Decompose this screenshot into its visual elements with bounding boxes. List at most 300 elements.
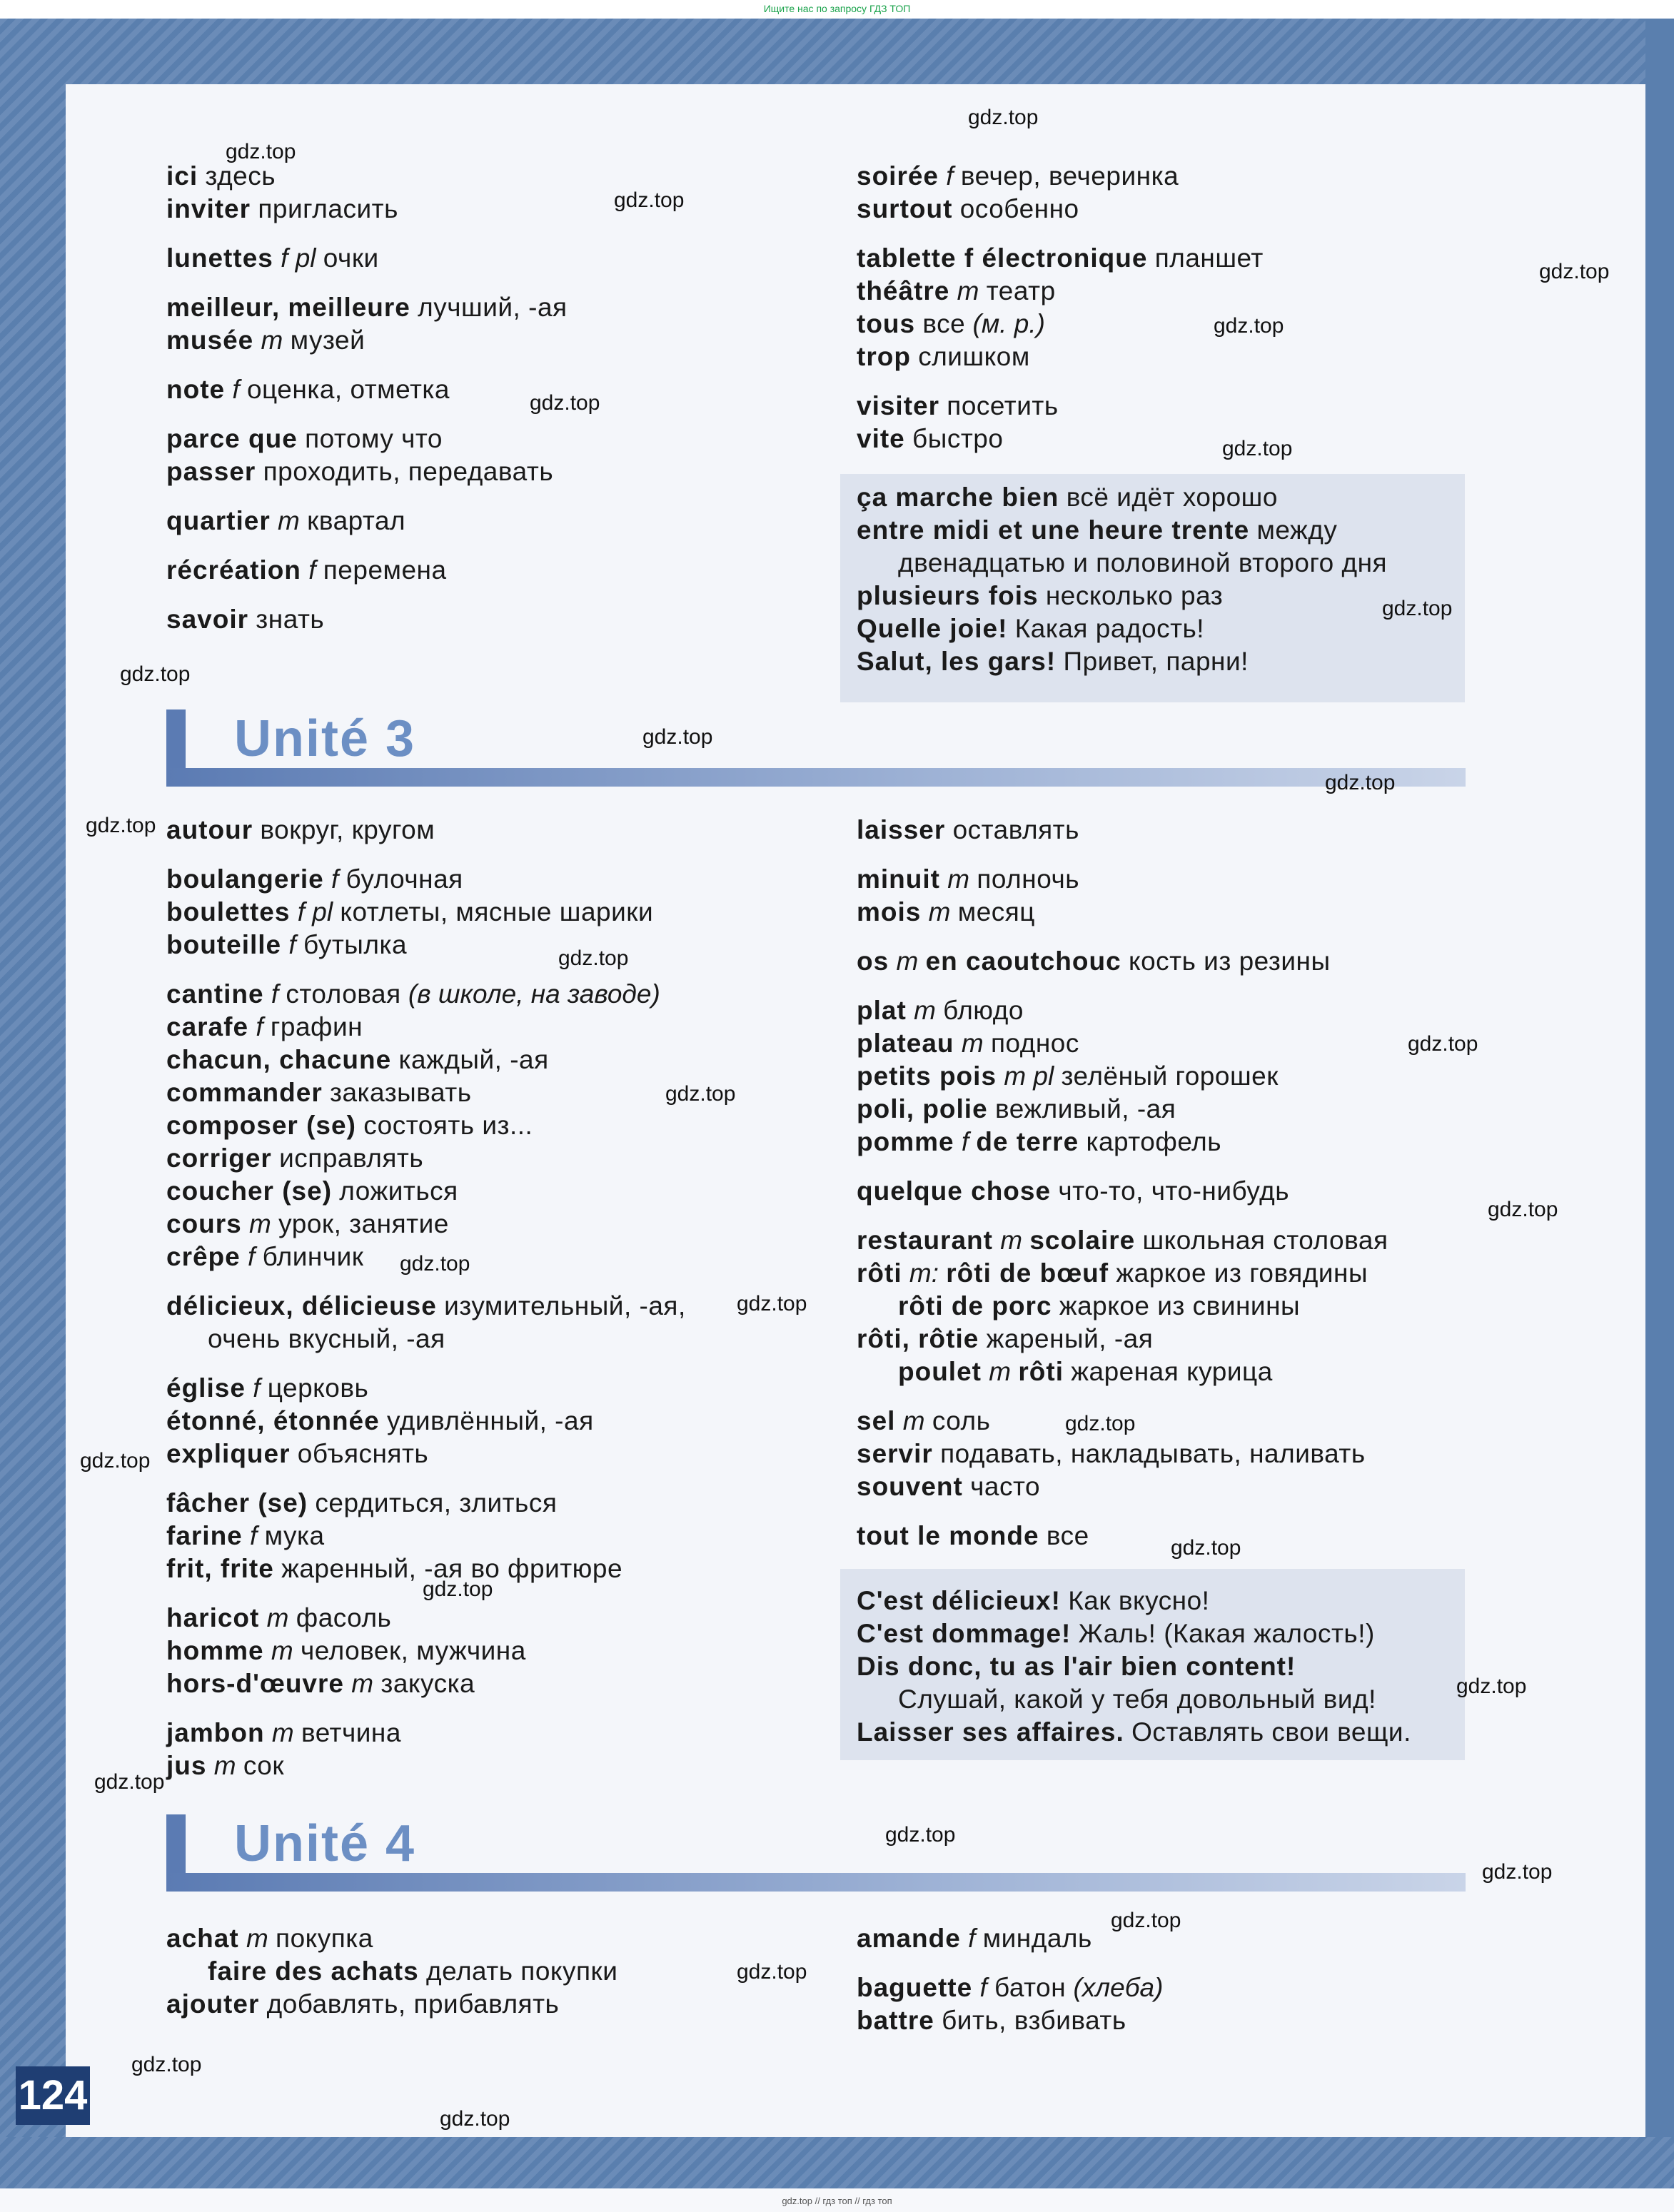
watermark: gdz.top	[1482, 1860, 1553, 1884]
page-frame-bottom	[0, 2137, 1674, 2188]
entry-gender: m	[1000, 1226, 1023, 1255]
vocab-entry	[166, 1520, 686, 1552]
entry-translation: бутылка	[303, 930, 408, 959]
entry-word: fâcher (se)	[166, 1488, 308, 1517]
entry-word: farine	[166, 1521, 243, 1550]
entry-translation: жаркое из говядины	[1116, 1258, 1368, 1288]
entry-word: trop	[857, 342, 911, 371]
entry-note: (хлеба)	[1073, 1973, 1164, 2002]
entry-word: bouteille	[166, 930, 282, 959]
entry-word: quartier	[166, 506, 271, 535]
vocab-entry	[166, 1667, 686, 1700]
entry-gender: f	[248, 1242, 256, 1271]
vocab-entry	[857, 423, 1264, 455]
entry-translation: жареный, -ая	[986, 1324, 1154, 1353]
entry-word: coucher (se)	[166, 1176, 333, 1206]
entry-translation: сердиться, злиться	[315, 1488, 558, 1517]
entry-word: plateau	[857, 1029, 954, 1058]
vocab-entry	[166, 1175, 686, 1208]
entry-word: hors-d'œuvre	[166, 1669, 344, 1698]
watermark: gdz.top	[1408, 1032, 1478, 1056]
entry-translation: жаренный, -ая во фритюре	[281, 1554, 623, 1583]
entry-translation: соль	[932, 1406, 991, 1435]
vocab-entry	[166, 978, 686, 1011]
entry-translation: лучший, -ая	[418, 293, 568, 322]
watermark: gdz.top	[1214, 314, 1284, 338]
entry-gender: m	[271, 1636, 293, 1665]
entry-word: Salut, les gars!	[857, 647, 1057, 676]
entry-translation: театр	[986, 276, 1056, 305]
entry-word: étonné, étonnée	[166, 1406, 380, 1435]
vocab-entry	[857, 242, 1264, 275]
entry-translation: квартал	[307, 506, 406, 535]
entry-word: musée	[166, 325, 254, 355]
entry-translation: состоять из...	[363, 1111, 533, 1140]
vocab-entry	[857, 1027, 1388, 1060]
watermark: gdz.top	[1539, 260, 1610, 283]
entry-word: tout le monde	[857, 1521, 1039, 1550]
entry-translation: проходить, передавать	[263, 457, 554, 486]
entry-gender: m	[261, 325, 283, 355]
watermark: gdz.top	[558, 946, 629, 970]
entry-translation: исправлять	[279, 1143, 424, 1173]
entry-gender: m:	[909, 1258, 939, 1288]
entry-word: boulangerie	[166, 864, 324, 894]
entry-gender: m	[947, 864, 970, 894]
vocab-entry	[857, 1617, 1411, 1650]
page-frame-left	[0, 19, 66, 2188]
watermark: gdz.top	[1456, 1675, 1527, 1698]
entry-translation: изумительный, -ая,	[444, 1291, 686, 1320]
watermark: gdz.top	[885, 1823, 956, 1847]
vocab-entry	[166, 193, 568, 226]
entry-gender: f	[288, 930, 296, 959]
entry-translation: оценка, отметка	[246, 375, 450, 404]
entry-word: autour	[166, 815, 253, 844]
vocab-entry	[166, 291, 568, 324]
vocab-entry	[857, 275, 1264, 308]
entry-translation: кость из резины	[1128, 946, 1331, 976]
entry-translation: объяснять	[297, 1439, 429, 1468]
entry-word: souvent	[857, 1472, 963, 1501]
entry-translation: заказывать	[330, 1078, 472, 1107]
entry-gender: m	[914, 996, 936, 1025]
entry-word: sel	[857, 1406, 896, 1435]
vocab-entry	[857, 1971, 1163, 2004]
vocab-entry	[857, 340, 1264, 373]
entry-word: parce que	[166, 424, 298, 453]
entry-translation: Привет, парни!	[1063, 647, 1249, 676]
entry-word: C'est dommage!	[857, 1619, 1072, 1648]
entry-translation: миндаль	[982, 1924, 1092, 1953]
vocab-entry	[166, 242, 568, 275]
entry-word: minuit	[857, 864, 940, 894]
entry-translation: человек, мужчина	[300, 1636, 526, 1665]
vocab-entry	[166, 1749, 686, 1782]
vocab-entry	[857, 863, 1388, 896]
watermark: gdz.top	[1488, 1198, 1558, 1221]
entry-translation: Оставлять свои вещи.	[1131, 1717, 1411, 1747]
vocab-entry	[857, 514, 1387, 547]
entry-gender: f	[946, 161, 954, 191]
watermark: gdz.top	[400, 1252, 470, 1276]
vocab-entry	[857, 1093, 1388, 1126]
entry-word: récréation	[166, 555, 301, 585]
watermark: gdz.top	[440, 2107, 510, 2131]
vocab-entry	[166, 1922, 617, 1955]
entry-word: mois	[857, 897, 922, 926]
watermark: gdz.top	[665, 1082, 736, 1106]
vocab-entry	[857, 547, 1387, 580]
entry-translation: вокруг, кругом	[260, 815, 435, 844]
entry-word: battre	[857, 2006, 934, 2035]
page-frame-top	[0, 19, 1674, 84]
vocab-entry	[857, 1650, 1411, 1683]
entry-word: ajouter	[166, 1989, 260, 2019]
vocab-entry	[857, 193, 1264, 226]
entry-word: commander	[166, 1078, 323, 1107]
vocab-entry	[166, 373, 568, 406]
vocab-entry	[166, 1323, 686, 1355]
vocab-entry	[857, 612, 1387, 645]
entry-word: baguette	[857, 1973, 973, 2002]
entry-word: tablette f électronique	[857, 243, 1148, 273]
entry-gender: f	[331, 864, 339, 894]
entry-translation: батон	[994, 1973, 1067, 2002]
entry-translation: пригласить	[258, 194, 398, 223]
entry-translation: ветчина	[301, 1718, 401, 1747]
entry-translation: фасоль	[296, 1603, 392, 1632]
entry-word: C'est délicieux!	[857, 1586, 1061, 1615]
entry-translation: добавлять, прибавлять	[266, 1989, 560, 2019]
entry-gender: m	[278, 506, 300, 535]
entry-translation: между	[1256, 515, 1338, 545]
entry-gender: f pl	[297, 897, 333, 926]
entry-translation: полночь	[977, 864, 1080, 894]
vocab-entry	[166, 1438, 686, 1470]
entry-word-extra: scolaire	[1029, 1226, 1136, 1255]
vocab-entry	[857, 896, 1388, 929]
entry-word: poulet	[898, 1357, 982, 1386]
vocab-entry	[166, 554, 568, 587]
entry-gender: m	[213, 1751, 236, 1780]
vocab-entry	[166, 1955, 617, 1988]
entry-translation: все	[922, 309, 966, 338]
vocab-top-left-column	[166, 160, 568, 636]
vocab-entry	[857, 1716, 1411, 1749]
vocab-entry	[857, 1224, 1388, 1257]
entry-translation: котлеты, мясные шарики	[340, 897, 654, 926]
entry-translation: слишком	[918, 342, 1030, 371]
entry-gender: m	[266, 1603, 289, 1632]
vocab-entry	[857, 1520, 1388, 1552]
entry-word: visiter	[857, 391, 940, 420]
unit-3-heading	[166, 709, 1466, 787]
entry-gender: m	[902, 1406, 925, 1435]
entry-word: tous	[857, 309, 916, 338]
entry-gender: f	[271, 979, 279, 1009]
entry-gender: m	[249, 1209, 271, 1238]
vocab-entry	[857, 160, 1264, 193]
entry-gender: m	[351, 1669, 374, 1698]
watermark: gdz.top	[80, 1449, 151, 1473]
vocab-entry	[166, 814, 686, 847]
entry-translation: покупка	[276, 1924, 373, 1953]
entry-word: restaurant	[857, 1226, 993, 1255]
entry-word: frit, frite	[166, 1554, 274, 1583]
entry-word: boulettes	[166, 897, 291, 926]
unit-3-title: Unité 3	[234, 710, 416, 767]
watermark: gdz.top	[86, 814, 156, 837]
entry-word: meilleur, meilleure	[166, 293, 410, 322]
entry-word: entre midi et une heure trente	[857, 515, 1250, 545]
entry-translation: несколько раз	[1045, 581, 1224, 610]
entry-translation: месяц	[957, 897, 1035, 926]
entry-translation: ложиться	[339, 1176, 458, 1206]
entry-translation: блюдо	[943, 996, 1024, 1025]
entry-translation: блинчик	[262, 1242, 364, 1271]
entry-word: rôti	[857, 1258, 902, 1288]
entry-gender: m	[271, 1718, 294, 1747]
vocab-entry	[166, 455, 568, 488]
entry-note: (в школе, на заводе)	[408, 979, 660, 1009]
watermark: gdz.top	[968, 106, 1039, 129]
entry-word: cours	[166, 1209, 242, 1238]
entry-translation: подавать, накладывать, наливать	[940, 1439, 1366, 1468]
watermark: gdz.top	[1111, 1909, 1181, 1932]
page-number: 124	[16, 2066, 90, 2125]
entry-translation: жаркое из свинины	[1059, 1291, 1301, 1320]
vocab-entry	[857, 1470, 1388, 1503]
entry-word: savoir	[166, 605, 249, 634]
entry-translation: поднос	[990, 1029, 1079, 1058]
entry-word: servir	[857, 1439, 933, 1468]
entry-translation: особенно	[959, 194, 1079, 223]
vocab-entry	[857, 1257, 1388, 1290]
entry-gender: f	[308, 555, 316, 585]
entry-gender: m	[961, 1029, 984, 1058]
watermark: gdz.top	[120, 662, 191, 686]
entry-word: théâtre	[857, 276, 950, 305]
entry-translation: картофель	[1086, 1127, 1222, 1156]
vocab-entry	[166, 1602, 686, 1635]
entry-word: ça marche bien	[857, 483, 1059, 512]
vocab-entry	[857, 1060, 1388, 1093]
vocab-entry	[857, 580, 1387, 612]
vocab-entry	[166, 324, 568, 357]
entry-word: Dis donc, tu as l'air bien content!	[857, 1652, 1296, 1681]
vocab-entry	[166, 1208, 686, 1241]
watermark: gdz.top	[1382, 597, 1453, 620]
bottom-footer: gdz.top // гдз топ // гдз топ	[782, 2196, 892, 2206]
entry-gender: m	[896, 946, 919, 976]
entry-gender: m pl	[1004, 1061, 1054, 1091]
entry-word: haricot	[166, 1603, 260, 1632]
entry-word: ici	[166, 161, 198, 191]
unit-4-heading	[166, 1814, 1466, 1892]
entry-translation: жареная курица	[1071, 1357, 1273, 1386]
entry-gender: f	[253, 1373, 261, 1403]
entry-translation: зелёный горошек	[1061, 1061, 1279, 1091]
entry-word: composer (se)	[166, 1111, 356, 1140]
unit-3-bar-horizontal	[166, 768, 1466, 787]
vocab-top-right-column	[857, 160, 1264, 455]
vocab-entry	[857, 1175, 1388, 1208]
entry-translation: перемена	[323, 555, 447, 585]
vocab-entry	[857, 645, 1387, 678]
vocab-entry	[857, 481, 1387, 514]
entry-word: plusieurs fois	[857, 581, 1039, 610]
entry-translation: церковь	[267, 1373, 369, 1403]
vocab-entry	[166, 896, 686, 929]
entry-translation: двенадцатью и половиной второго дня	[898, 548, 1388, 577]
unit-4-bar-horizontal	[166, 1873, 1466, 1892]
entry-translation: Слушай, какой у тебя довольный вид!	[898, 1685, 1376, 1714]
entry-translation: очки	[323, 243, 379, 273]
entry-word: jambon	[166, 1718, 265, 1747]
entry-translation: сок	[243, 1751, 285, 1780]
entry-translation: мука	[264, 1521, 325, 1550]
vocab-entry	[166, 505, 568, 537]
vocab-entry	[166, 1044, 686, 1076]
entry-word-extra: en caoutchouc	[925, 946, 1121, 976]
unit-4-title: Unité 4	[234, 1815, 416, 1872]
vocab-entry	[166, 1635, 686, 1667]
entry-word-extra: rôti de bœuf	[946, 1258, 1109, 1288]
entry-word: passer	[166, 457, 256, 486]
watermark: gdz.top	[131, 2053, 202, 2076]
vocab-entry	[166, 1109, 686, 1142]
entry-word: rôti de porc	[898, 1291, 1052, 1320]
entry-word-extra: de terre	[976, 1127, 1079, 1156]
vocab-entry	[166, 423, 568, 455]
entry-word: quelque chose	[857, 1176, 1052, 1206]
entry-translation: бить, взбивать	[942, 2006, 1126, 2035]
entry-word: rôti, rôtie	[857, 1324, 979, 1353]
entry-word-extra: rôti	[1018, 1357, 1064, 1386]
entry-word: vite	[857, 424, 905, 453]
entry-translation: вежливый, -ая	[994, 1094, 1176, 1123]
entry-translation: столовая	[286, 979, 401, 1009]
entry-word: Quelle joie!	[857, 614, 1008, 643]
entry-word: faire des achats	[208, 1956, 419, 1986]
entry-word: carafe	[166, 1012, 249, 1041]
entry-word: achat	[166, 1924, 239, 1953]
vocab-entry	[857, 814, 1388, 847]
vocab-entry	[166, 1142, 686, 1175]
entry-translation: школьная столовая	[1142, 1226, 1388, 1255]
entry-translation: оставлять	[952, 815, 1079, 844]
vocab-entry	[857, 1438, 1388, 1470]
entry-translation: делать покупки	[426, 1956, 618, 1986]
vocab-entry	[857, 1290, 1388, 1323]
entry-gender: f	[232, 375, 240, 404]
entry-word: pomme	[857, 1127, 954, 1156]
entry-translation: посетить	[947, 391, 1059, 420]
entry-translation: Какая радость!	[1014, 614, 1205, 643]
entry-gender: m	[957, 276, 979, 305]
vocab-entry	[166, 1405, 686, 1438]
entry-translation: Жаль! (Какая жалость!)	[1078, 1619, 1375, 1648]
watermark: gdz.top	[530, 391, 600, 415]
entry-word: petits pois	[857, 1061, 997, 1091]
entry-word: église	[166, 1373, 246, 1403]
entry-translation: планшет	[1154, 243, 1264, 273]
watermark: gdz.top	[423, 1577, 493, 1601]
phrases-list-1	[857, 481, 1387, 678]
top-banner: Ищите нас по запросу ГДЗ ТОП	[763, 3, 911, 14]
entry-translation: каждый, -ая	[398, 1045, 549, 1074]
entry-gender: m	[989, 1357, 1012, 1386]
vocab-entry	[857, 1126, 1388, 1158]
vocab-unit3-right-column	[857, 814, 1388, 1552]
entry-gender: f	[256, 1012, 263, 1041]
watermark: gdz.top	[1171, 1536, 1241, 1560]
entry-word: cantine	[166, 979, 264, 1009]
entry-gender: f	[961, 1127, 969, 1156]
entry-word: soirée	[857, 161, 939, 191]
entry-word: Laisser ses affaires.	[857, 1717, 1124, 1747]
entry-word: amande	[857, 1924, 961, 1953]
entry-translation: потому что	[305, 424, 443, 453]
vocab-entry	[166, 863, 686, 896]
vocab-entry	[857, 1323, 1388, 1355]
vocab-entry	[166, 603, 568, 636]
vocab-entry	[166, 1076, 686, 1109]
vocab-entry	[166, 1988, 617, 2021]
vocab-entry	[166, 1011, 686, 1044]
watermark: gdz.top	[614, 188, 685, 212]
watermark: gdz.top	[1065, 1412, 1136, 1435]
entry-gender: f pl	[281, 243, 316, 273]
page-frame-right	[1645, 19, 1674, 2188]
vocab-unit4-left-column	[166, 1922, 617, 2021]
vocab-entry	[166, 1372, 686, 1405]
entry-word: surtout	[857, 194, 953, 223]
entry-word: corriger	[166, 1143, 272, 1173]
entry-word: inviter	[166, 194, 251, 223]
entry-translation: всё идёт хорошо	[1066, 483, 1278, 512]
entry-translation: графин	[270, 1012, 363, 1041]
watermark: gdz.top	[1222, 437, 1293, 460]
entry-gender: f	[968, 1924, 976, 1953]
watermark: gdz.top	[737, 1292, 807, 1315]
entry-gender: f	[979, 1973, 987, 2002]
entry-translation: вечер, вечеринка	[960, 161, 1179, 191]
entry-note: (м. р.)	[972, 309, 1045, 338]
entry-word: laisser	[857, 815, 946, 844]
watermark: gdz.top	[1325, 771, 1396, 794]
entry-translation: очень вкусный, -ая	[208, 1324, 445, 1353]
entry-translation: удивлённый, -ая	[386, 1406, 594, 1435]
entry-translation: здесь	[205, 161, 276, 191]
watermark: gdz.top	[642, 725, 713, 749]
vocab-entry	[857, 2004, 1163, 2037]
entry-word: poli, polie	[857, 1094, 988, 1123]
entry-gender: f	[250, 1521, 258, 1550]
vocab-entry	[857, 1355, 1388, 1388]
vocab-entry	[857, 1683, 1411, 1716]
entry-translation: урок, занятие	[278, 1209, 449, 1238]
entry-word: lunettes	[166, 243, 273, 273]
entry-translation: все	[1046, 1521, 1089, 1550]
entry-gender: m	[928, 897, 951, 926]
entry-translation: знать	[256, 605, 325, 634]
vocab-entry	[857, 945, 1388, 978]
entry-translation: Как вкусно!	[1068, 1586, 1210, 1615]
watermark: gdz.top	[94, 1770, 165, 1794]
vocab-entry	[857, 390, 1264, 423]
